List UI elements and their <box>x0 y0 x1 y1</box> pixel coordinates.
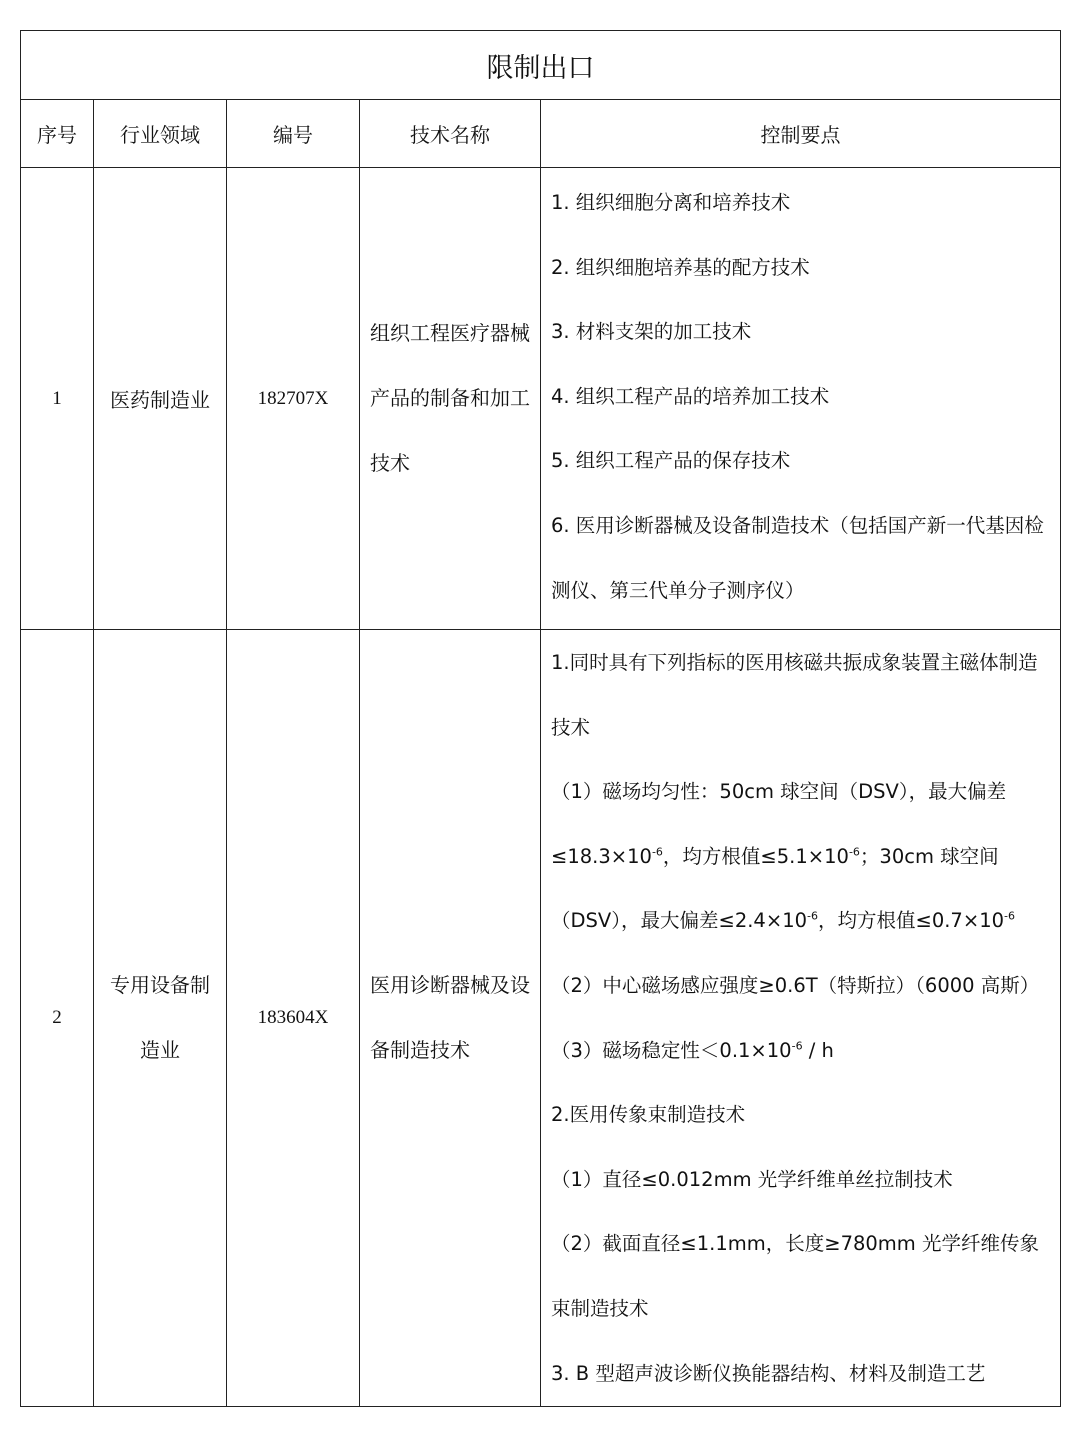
control-point: 1. 组织细胞分离和培养技术 <box>551 191 791 214</box>
row-code: 182707X <box>227 168 360 630</box>
table-row <box>21 168 1061 630</box>
header-code: 编号 <box>227 100 360 168</box>
table-title: 限制出口 <box>21 31 1061 100</box>
header-tech-name: 技术名称 <box>360 100 541 168</box>
row-tech-name: 医用诊断器械及设备制造技术 <box>360 630 541 1407</box>
control-point: 1.同时具有下列指标的医用核磁共振成象装置主磁体制造技术 <box>551 651 1038 739</box>
row-seq: 2 <box>21 630 94 1407</box>
table-row <box>21 630 1061 1407</box>
restriction-table <box>20 30 1061 1407</box>
row-code: 183604X <box>227 630 360 1407</box>
row-seq: 1 <box>21 168 94 630</box>
control-point: （2）截面直径≤1.1mm，长度≥780mm 光学纤维传象束制造技术 <box>551 1232 1039 1320</box>
control-point: 2. 组织细胞培养基的配方技术 <box>551 255 810 279</box>
row-field: 医药制造业 <box>94 168 227 630</box>
row-control-points <box>541 168 1061 630</box>
control-point: （1）直径≤0.012mm 光学纤维单丝拉制技术 <box>551 1167 953 1191</box>
control-point: 2.医用传象束制造技术 <box>551 1103 746 1127</box>
row-control-points <box>541 630 1061 1407</box>
header-field: 行业领域 <box>94 100 227 168</box>
control-point: 3. 材料支架的加工技术 <box>551 320 752 344</box>
control-point: （2）中心磁场感应强度≥0.6T（特斯拉）（6000 高斯） <box>551 973 1040 997</box>
header-row <box>21 100 1061 168</box>
header-seq: 序号 <box>21 100 94 168</box>
row-tech-name: 组织工程医疗器械产品的制备和加工技术 <box>360 168 541 630</box>
control-point: 6. 医用诊断器械及设备制造技术（包括国产新一代基因检测仪、第三代单分子测序仪） <box>551 513 1044 602</box>
control-point: 5. 组织工程产品的保存技术 <box>551 449 791 473</box>
control-point: （3）磁场稳定性$<0.1\times 10^{-6} / h$ <box>551 1038 834 1062</box>
header-control-points: 控制要点 <box>541 100 1061 168</box>
control-point: （1）磁场均匀性：50cm 球空间（DSV），最大偏差$\le 18.3\times 10^{-6}$，均方根值$\le 5.1\times 10^{-6}$；30cm 球空间（DSV），最大偏差$\le 2.4\times 10^{-6}$，均方根值$\le 0.7\times 10^{-6}$ <box>551 780 1015 933</box>
row-field: 专用设备制造业 <box>94 630 227 1407</box>
control-point: 4. 组织工程产品的培养加工技术 <box>551 384 830 408</box>
control-point: 3. B 型超声波诊断仪换能器结构、材料及制造工艺 <box>551 1361 986 1385</box>
